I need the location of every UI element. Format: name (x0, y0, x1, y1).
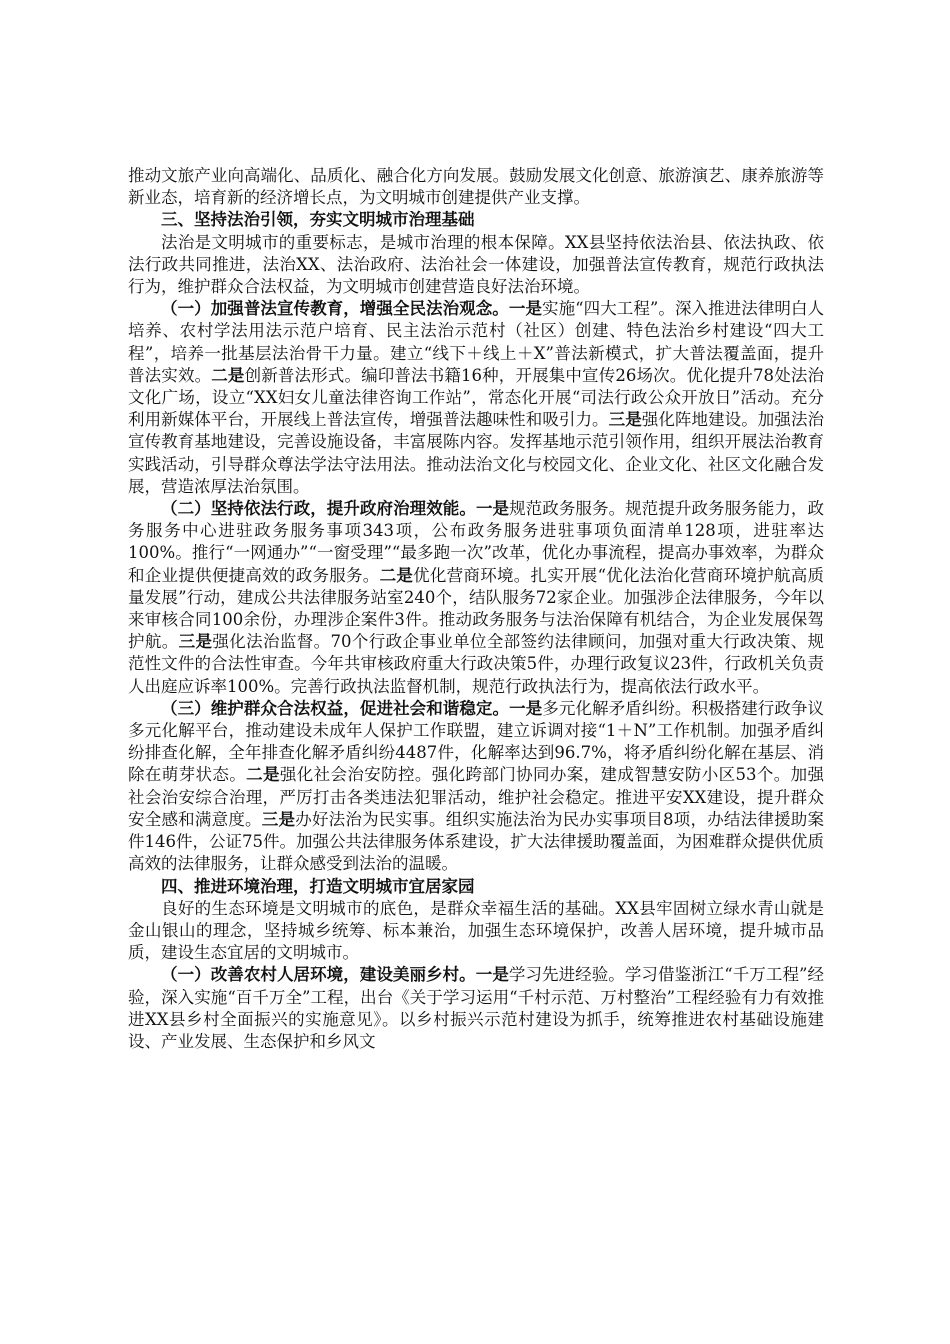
section-heading-3 (128, 209, 824, 231)
subheading-text: （三）维护群众合法权益，促进社会和谐稳定。 (161, 698, 510, 718)
paragraph-1 (128, 232, 824, 299)
paragraph-text: 优化营商环境。扎实开展“优化法治化营商环境护航高质量发展”行动，建成公共法律服务站室240个，结队服务72家企业。加强涉企法律服务，今年以来审核合同100余份，办理涉企案件3件。推动政务服务与法治保障有机结合，为企业发展保驾护航。 (128, 565, 825, 652)
paragraph-text: 良好的生态环境是文明城市的底色，是群众幸福生活的基础。XX县牢固树立绿水青山就是金山银山的理念，坚持城乡统筹、标本兼治，加强生态环境保护，改善人居环境，提升城市品质，建设生态宜居的文明城市。 (128, 898, 824, 963)
document-page (128, 165, 824, 1053)
enumeration-marker: 三是 (261, 809, 296, 829)
paragraph-6 (128, 964, 824, 1053)
paragraph-text: 规范政务服务。规范提升政务服务能力，政务服务中心进驻政务服务事项343项，公布政务服务进驻事项负面清单128项，进驻率达100%。推行“一网通办”“一窗受理”“最多跑一次”改革，优化办事流程，提高办事效率，为群众和企业提供便捷高效的政务服务。 (128, 499, 825, 585)
paragraph-text: 学习先进经验。学习借鉴浙江“千万工程”经验，深入实施“百千万全”工程，出台《关于学习运用“千村示范、万村整治”工程经验有力有效推进XX县乡村全面振兴的实施意见》。以乡村振兴示范村建设为抓手，统筹推进农村基础设施建设、产业发展、生态保护和乡风文 (128, 965, 825, 1051)
enumeration-marker: 二是 (246, 765, 280, 785)
paragraph-4 (128, 698, 824, 876)
section-heading-text: 三、坚持法治引领，夯实文明城市治理基础 (161, 210, 475, 230)
paragraph-text: 创新普法形式。编印普法书籍16种，开展集中宣传26场次。优化提升78处法治文化广场，设立“XX妇女儿童法律咨询工作站”，常态化开展“司法行政公众开放日”活动。充分利用新媒体平台，开展线上普法宣传，增强普法趣味性和吸引力。 (128, 365, 824, 430)
section-heading-text: 四、推进环境治理，打造文明城市宜居家园 (161, 876, 475, 896)
paragraph-5 (128, 898, 824, 965)
enumeration-marker: 一是 (475, 965, 509, 985)
paragraph-0 (128, 165, 824, 209)
paragraph-text: 强化法治监督。70个行政企事业单位全部签约法律顾问，加强对重大行政决策、规范性文件的合法性审查。今年共审核政府重大行政决策5件，办理行政复议23件，行政机关负责人出庭应诉率100%。完善行政执法监督机制，规范行政执法行为，提高依法行政水平。 (128, 632, 824, 696)
enumeration-marker: 三是 (608, 410, 642, 430)
paragraph-text: 强化社会治安防控。强化跨部门协同办案，建成智慧安防小区53个。加强社会治安综合治理，严厉打击各类违法犯罪活动，维护社会稳定。推进平安XX建设，提升群众安全感和满意度。 (128, 765, 824, 829)
paragraph-text: 推动文旅产业向高端化、品质化、融合化方向发展。鼓励发展文化创意、旅游演艺、康养旅游等新业态，培育新的经济增长点，为文明城市创建提供产业支撑。 (128, 166, 824, 208)
enumeration-marker: 一是 (509, 698, 543, 718)
enumeration-marker: 二是 (379, 565, 414, 585)
paragraph-text: 办好法治为民实事。组织实施法治为民办实事项目8项，办结法律援助案件146件，公证75件。加强公共法律服务体系建设，扩大法律援助覆盖面，为困难群众提供优质高效的法律服务，让群众感受到法治的温暖。 (128, 809, 825, 874)
enumeration-marker: 三是 (178, 632, 213, 652)
paragraph-3 (128, 498, 824, 698)
subheading-text: （一）加强普法宣传教育，增强全民法治观念。 (161, 299, 509, 319)
enumeration-marker: 一是 (475, 499, 510, 519)
paragraph-text: 法治是文明城市的重要标志，是城市治理的根本保障。XX县坚持依法治县、依法执政、依法行政共同推进，法治XX、法治政府、法治社会一体建设，加强普法宣传教育，规范行政执法行为，维护群众合法权益，为文明城市创建营造良好法治环境。 (128, 232, 824, 297)
paragraph-text: 实施“四大工程”。深入推进法律明白人培养、农村学法用法示范户培育、民主法治示范村（社区）创建、特色法治乡村建设“四大工程”，培养一批基层法治骨干力量。建立“线下＋线上＋X”普法新模式，扩大普法覆盖面，提升普法实效。 (128, 299, 825, 385)
enumeration-marker: 一是 (508, 299, 543, 319)
section-heading-4 (128, 876, 824, 898)
enumeration-marker: 二是 (211, 365, 245, 385)
subheading-text: （一）改善农村人居环境，建设美丽乡村。 (161, 965, 476, 985)
paragraph-text: 多元化解矛盾纠纷。积极搭建行政争议多元化解平台，推动建设未成年人保护工作联盟，建立诉调对接“1＋N”工作机制。加强矛盾纠纷排查化解，全年排查化解矛盾纠纷4487件，化解率达到96.7%，将矛盾纠纷化解在基层、消除在萌芽状态。 (128, 698, 825, 785)
paragraph-2 (128, 298, 824, 498)
subheading-text: （二）坚持依法行政，提升政府治理效能。 (161, 499, 476, 519)
paragraph-text: 强化阵地建设。加强法治宣传教育基地建设，完善设施设备，丰富展陈内容。发挥基地示范引领作用，组织开展法治教育实践活动，引导群众尊法学法守法用法。推动法治文化与校园文化、企业文化、社区文化融合发展，营造浓厚法治氛围。 (128, 410, 825, 496)
